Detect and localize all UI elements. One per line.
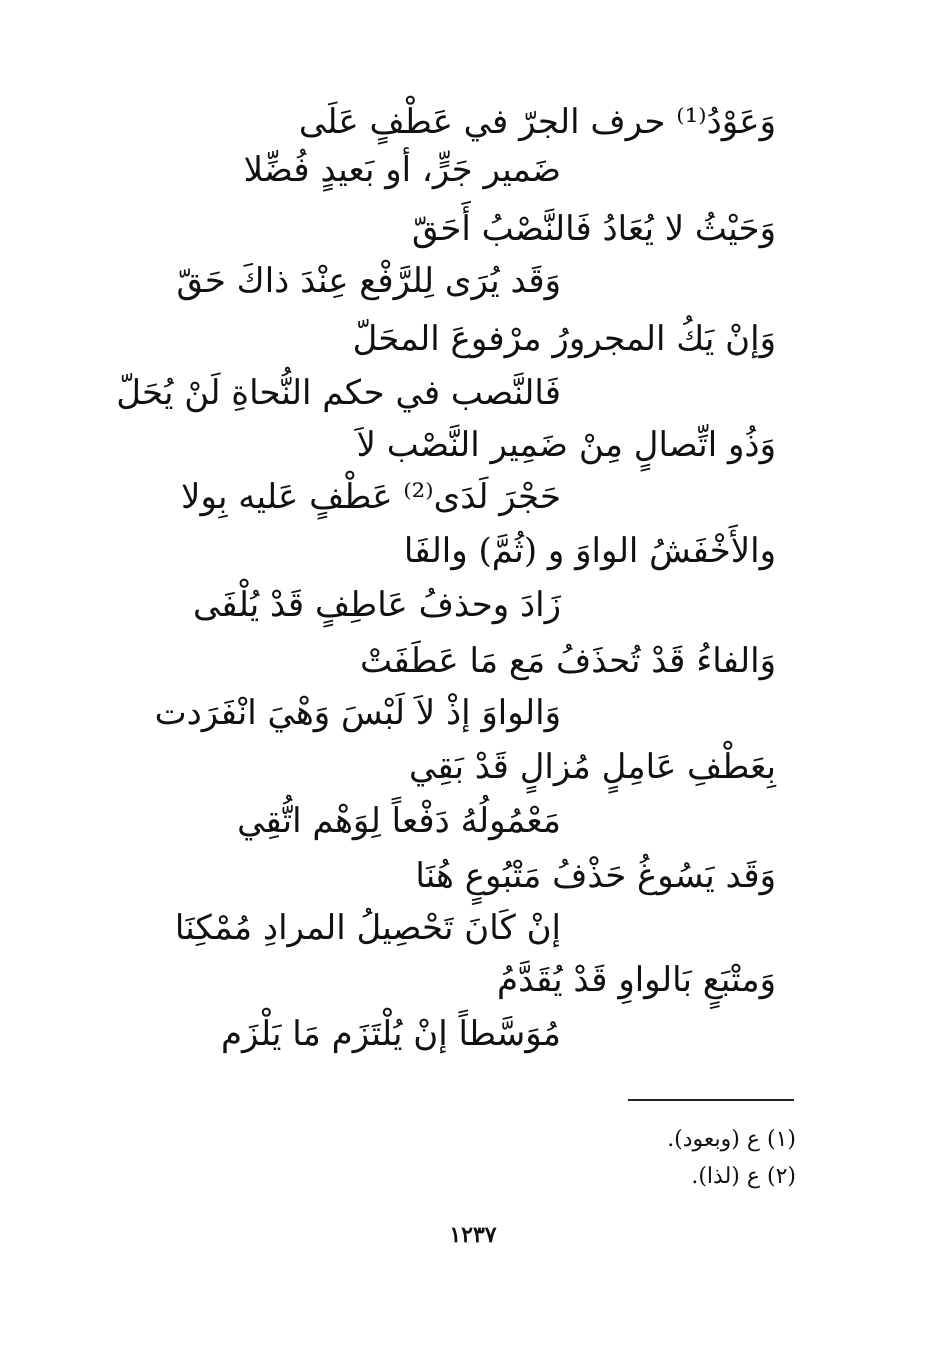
verse-line-3: وَحَيْثُ لا يُعَادُ فَالنَّصْبُ أَحَقّ [412,209,776,249]
verse-line-6: فَالنَّصب في حكم النُّحاةِ لَنْ يُحَلّ [116,373,561,413]
verse-line-2: ضَمير جَرٍّ، أو بَعيدٍ فُضِّلا [243,150,561,190]
footnote-divider [628,1099,794,1101]
verse-line-17: وَمتْبَعٍ بَالواوِ قَدْ يُقَدَّمُ [497,960,776,1000]
verse-line-15: وَقَد يَسُوغُ حَذْفُ مَتْبُوعٍ هُنَا [415,856,776,896]
verse-line-7: وَذُو اتِّصالٍ مِنْ ضَمِير النَّصْب لاَ [356,425,776,465]
footnote-2: (٢) ع (لذا). [691,1164,796,1189]
verse-line-4: وَقَد يُرَى لِلرَّفْع عِنْدَ ذاكَ حَقّ [176,261,561,301]
page-number: ١٢٣٧ [449,1222,497,1248]
verse-line-5: وَإنْ يَكُ المجرورُ مرْفوعَ المحَلّ [352,319,776,359]
verse-line-18: مُوَسَّطاً إنْ يُلْتَزَم مَا يَلْزَم [220,1014,561,1054]
verse-line-8: حَجْرَ لَدَى⁽²⁾ عَطْفٍ عَليه بِولا [181,477,561,517]
verse-line-1: وَعَوْدُ⁽¹⁾ حرف الجرّ في عَطْفٍ عَلَى [298,102,776,142]
verse-line-10: زَادَ وحذفُ عَاطِفٍ قَدْ يُلْفَى [192,585,561,625]
verse-line-12: وَالواوَ إذْ لاَ لَبْسَ وَهْيَ انْفَرَدت [154,693,561,733]
verse-line-14: مَعْمُولُهُ دَفْعاً لِوَهْم اتُّقِي [237,801,561,841]
verse-line-13: بِعَطْفِ عَامِلٍ مُزالٍ قَدْ بَقِي [408,747,776,787]
verse-line-11: وَالفاءُ قَدْ تُحذَفُ مَع مَا عَطَفَتْ [359,641,776,681]
footnote-1: (١) ع (وبعود). [667,1127,796,1152]
verse-line-16: إنْ كَانَ تَحْصِيلُ المرادِ مُمْكِنَا [174,908,561,948]
verse-line-9: والأَخْفَشُ الواوَ و (ثُمَّ) والفَا [403,531,776,571]
